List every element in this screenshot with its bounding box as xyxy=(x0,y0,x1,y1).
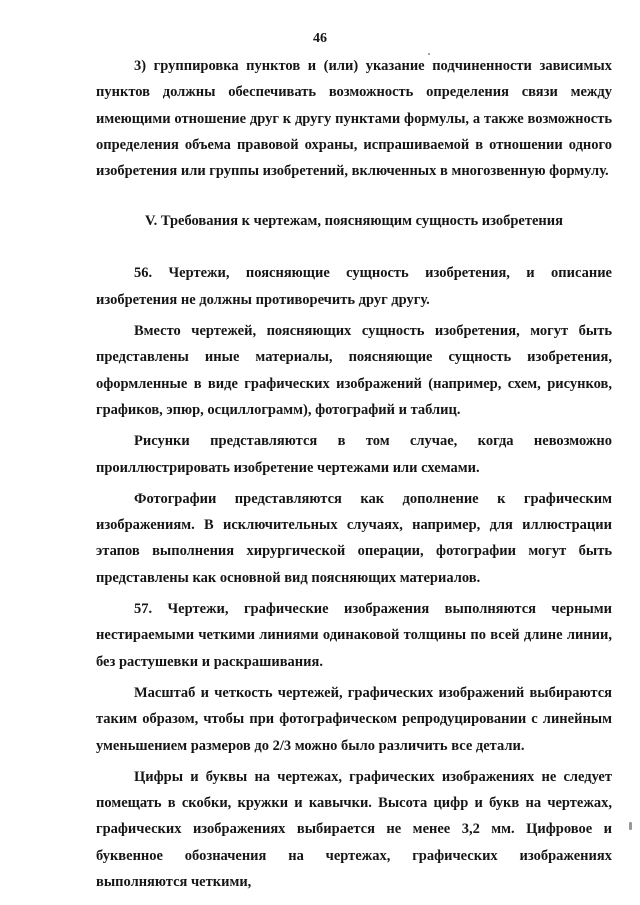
paragraph-57-digits: Цифры и буквы на чертежах, графических изображениях не следует помещать в скобки, кружки и кавычки. Высота цифр и букв на чертежах, графических изображениях выбирается не менее 3,2 мм. Цифровое и буквенное обозначения на чертежах, графических изображениях выполняются четкими, xyxy=(96,768,612,891)
document-body xyxy=(96,53,612,895)
section-heading: V. Требования к чертежам, поясняющим сущность изобретения xyxy=(145,213,563,230)
page-number: 46 xyxy=(313,31,327,46)
scan-mark xyxy=(629,822,632,830)
paragraph-56-materials: Вместо чертежей, поясняющих сущность изобретения, могут быть представлены иные материалы, поясняющие сущность изобретения, оформленные в виде графических изображений (например, схем, рисунков, графиков, эпюр, осциллограмм), фотографий и таблиц. xyxy=(96,323,612,418)
paragraph-item-3: 3) группировка пунктов и (или) указание подчиненности зависимых пунктов должны обеспечивать возможность определения связи между имеющими отношение друг к другу пунктами формулы, а также возможность определения объема правовой охраны, испрашиваемой в отношении одного изобретения или группы изобретений, включенных в многозвенную формулу. xyxy=(96,58,612,180)
paragraph-56: 56. Чертежи, поясняющие сущность изобретения, и описание изобретения не должны противоречить друг другу. xyxy=(96,265,612,308)
paragraph-56-drawings: Рисунки представляются в том случае, когда невозможно проиллюстрировать изобретение чертежами или схемами. xyxy=(96,433,612,476)
paragraph-56-photos: Фотографии представляются как дополнение к графическим изображениям. В исключительных случаях, например, для иллюстрации этапов выполнения хирургической операции, фотографии могут быть представлены как основной вид поясняющих материалов. xyxy=(96,490,612,586)
paragraph-57: 57. Чертежи, графические изображения выполняются черными нестираемыми четкими линиями одинаковой толщины по всей длине линии, без растушевки и раскрашивания. xyxy=(96,601,612,670)
paragraph-57-scale: Масштаб и четкость чертежей, графических изображений выбираются таким образом, чтобы при фотографическом репродуцировании с линейным уменьшением размеров до 2/3 можно было различить все детали. xyxy=(96,684,612,754)
